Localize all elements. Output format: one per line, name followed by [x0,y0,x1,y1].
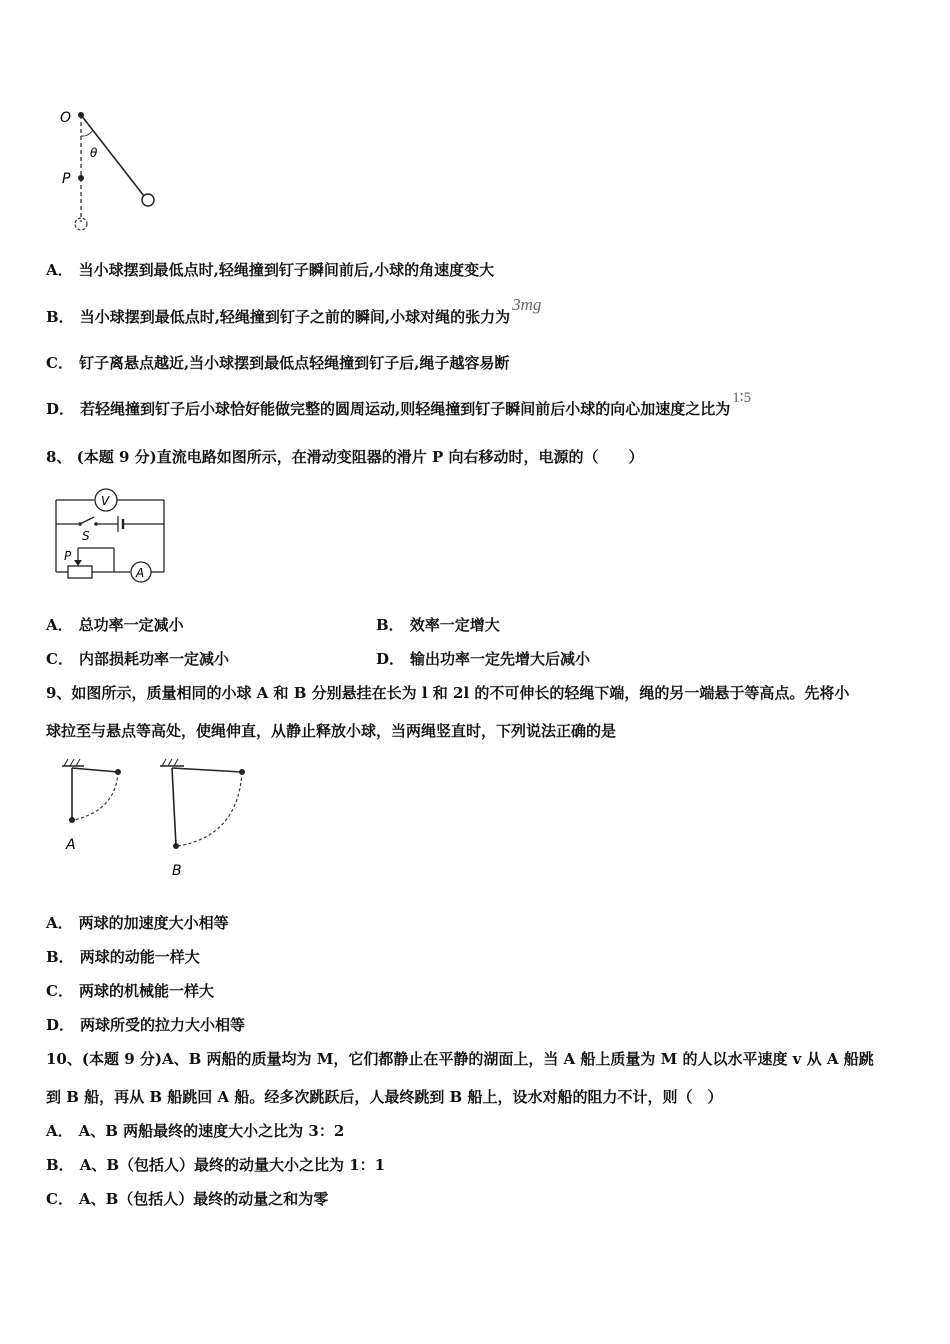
arc-a [74,772,118,820]
q10-stem-line2: 到 B 船，再从 B 船跳回 A 船。经多次跳跃后，人最终跳到 B 船上，设水对船的阻力不计，则（ ） [46,1088,723,1106]
label-theta: θ [90,146,98,160]
math-ratio: 1∶5 [732,390,752,406]
circuit-figure [52,488,172,584]
q7-option-a: A． 当小球摆到最低点时,轻绳撞到钉子瞬间前后,小球的角速度变大 [46,261,495,279]
q9-option-d: D． 两球所受的拉力大小相等 [46,1016,246,1034]
arc-b [178,772,242,846]
rope-b-horizontal [172,768,242,772]
q8-option-b: B． 效率一定增大 [376,616,500,634]
ball [142,194,154,206]
q7-option-b: B． 当小球摆到最低点时,轻绳撞到钉子之前的瞬间,小球对绳的张力为3mg [46,295,542,326]
dashed-ball [75,218,87,230]
label-o: O [60,110,72,126]
q10-option-a: A． A、B 两船最终的速度大小之比为 3：2 [46,1122,345,1140]
label-a-ball: A [66,837,76,853]
two-pendulums-figure [56,754,256,882]
q8-option-c: C． 内部损耗功率一定减小 [46,650,229,668]
q9-option-a: A． 两球的加速度大小相等 [46,914,229,932]
q8-option-a: A． 总功率一定减小 [46,616,184,634]
pendulum-figure [58,104,168,234]
rope-b-vertical [172,768,176,846]
ball-b [173,843,179,849]
switch-icon [80,517,94,524]
rope-a-horizontal [72,768,118,772]
label-b-ball: B [172,863,182,879]
angle-arc [81,130,93,136]
label-p-slider: P [64,549,72,563]
q9-stem-line1: 9、如图所示，质量相同的小球 A 和 B 分别悬挂在长为 l 和 2l 的不可伸长的轻绳下端，绳的另一端悬于等高点。先将小 [46,684,850,702]
label-p: P [62,171,71,187]
math-3mg: 3mg [512,295,542,314]
nail-p [78,175,84,181]
q7-option-c: C． 钉子离悬点越近,当小球摆到最低点轻绳撞到钉子后,绳子越容易断 [46,354,510,372]
q9-option-c: C． 两球的机械能一样大 [46,982,214,1000]
q9-option-b: B． 两球的动能一样大 [46,948,200,966]
q10-option-b: B． A、B（包括人）最终的动量大小之比为 1：1 [46,1156,386,1174]
q9-stem-line2: 球拉至与悬点等高处，使绳伸直，从静止释放小球，当两绳竖直时，下列说法正确的是 [46,722,617,740]
label-s: S [82,529,90,543]
q7-option-d: D． 若轻绳撞到钉子后小球恰好能做完整的圆周运动,则轻绳撞到钉子瞬间前后小球的向心加速度之比为1∶5 [46,390,752,418]
q8-stem: 8、 (本题 9 分)直流电路如图所示，在滑动变阻器的滑片 P 向右移动时，电源的（ ） [46,448,644,466]
q10-stem-line1: 10、(本题 9 分)A、B 两船的质量均为 M，它们都静止在平静的湖面上，当 A 船上质量为 M 的人以水平速度 v 从 A 船跳 [46,1050,874,1068]
rheostat-icon [68,566,92,578]
label-a: A [136,566,145,580]
q8-option-d: D． 输出功率一定先增大后减小 [376,650,591,668]
label-v: V [101,494,110,508]
q10-option-c: C． A、B（包括人）最终的动量之和为零 [46,1190,329,1208]
ball-a [69,817,75,823]
